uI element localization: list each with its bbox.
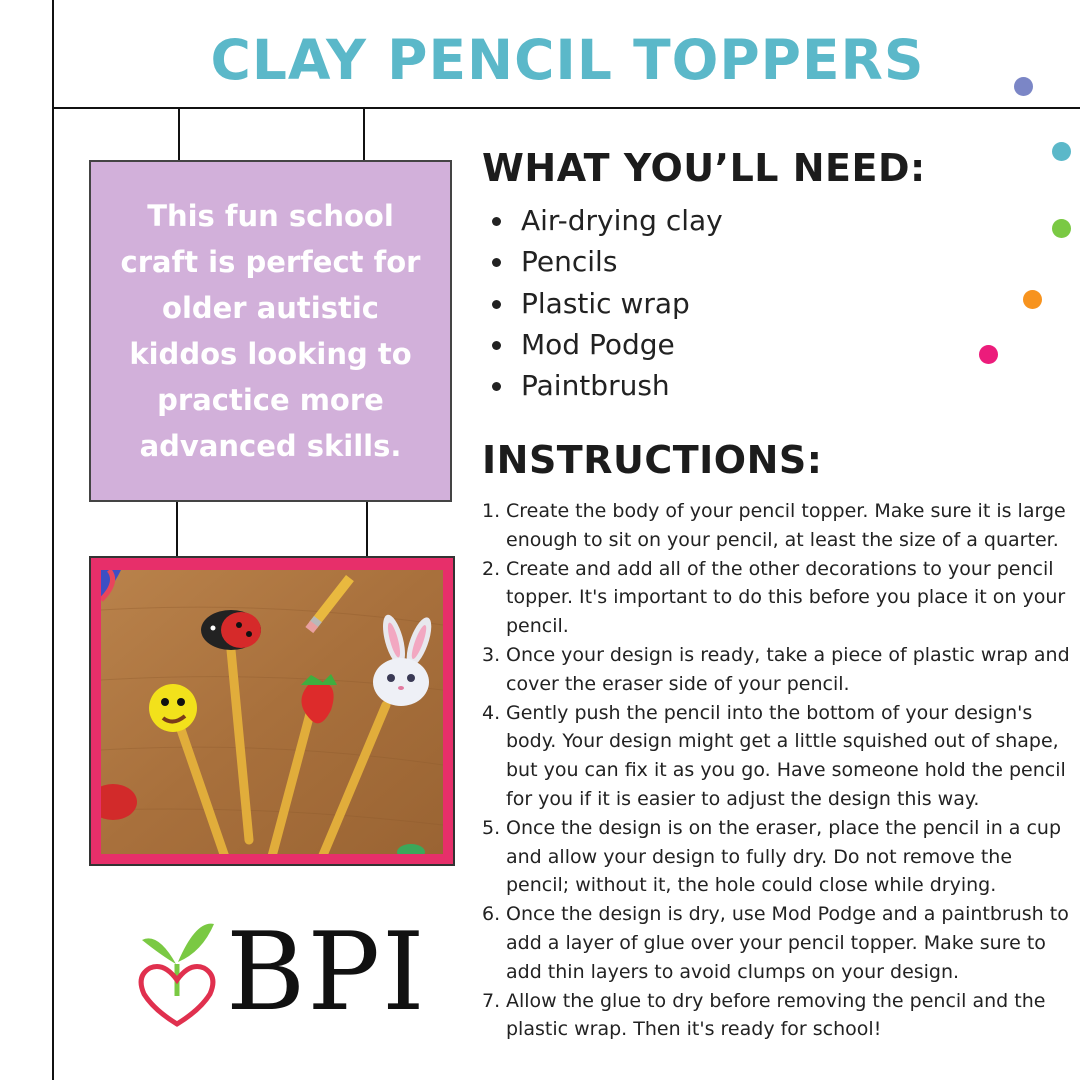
instruction-step [482,900,1074,986]
intro-text: This fun school craft is perfect for older autistic kiddos looking to practice more advanced skills. [120,199,421,463]
instruction-step [482,641,1074,699]
instruction-step [482,987,1074,1045]
bpi-logo [138,910,428,1035]
step-text: Allow the glue to dry before removing the pencil and the plastic wrap. Then it's ready for school! [506,989,1046,1041]
step-text: Once your design is ready, take a piece of plastic wrap and cover the eraser side of your pencil. [506,643,1070,695]
intro-card [89,160,452,502]
step-text: Gently push the pencil into the bottom of your design's body. Your design might get a little squished out of shape, but you can fix it as you go. Have someone hold the pencil for you if it is easier to adjust the design this way. [506,701,1066,810]
pencil-toppers-photo [101,570,443,854]
list-item [492,365,723,406]
instruction-step [482,699,1074,814]
photo-frame [89,556,455,866]
instruction-step [482,497,1074,555]
list-item [492,241,723,282]
list-item [492,283,723,324]
decor-dot-teal [1052,142,1071,161]
step-number: 2. [482,557,501,580]
decor-dot-green [1052,219,1071,238]
decor-dot-orange [1023,290,1042,309]
page-title: CLAY PENCIL TOPPERS [210,28,925,92]
header-divider [52,107,1080,109]
step-number: 5. [482,816,501,839]
needs-item-label: Pencils [521,245,618,279]
step-number: 6. [482,903,501,926]
step-text: Once the design is on the eraser, place the pencil in a cup and allow your design to fully dry. Do not remove the pencil; without it, the hole could close while drying. [506,816,1062,897]
instruction-step [482,555,1074,641]
step-number: 1. [482,500,501,522]
bullet-icon [492,300,501,309]
hanger-line [366,502,368,556]
needs-item-label: Plastic wrap [521,286,690,320]
list-item [492,200,723,241]
bullet-icon [492,217,501,226]
decor-dot-purple [1014,77,1033,96]
step-text: Once the design is dry, use Mod Podge and a paintbrush to add a layer of glue over your pencil topper. Make sure to add thin layers to avoid clumps on your design. [506,903,1069,983]
step-number: 7. [482,989,501,1012]
bpi-logo-text: BPI [226,910,427,1035]
needs-list [492,200,723,406]
needs-item-label: Air-drying clay [521,204,723,237]
bullet-icon [492,258,501,267]
instructions-list [482,497,1074,1044]
step-number: 3. [482,643,501,666]
step-number: 4. [482,701,501,724]
instructions-heading: INSTRUCTIONS: [482,438,823,482]
list-item [492,324,723,365]
bullet-icon [492,382,501,391]
hanger-line [178,109,180,160]
left-margin-line [52,0,54,1080]
step-text: Create the body of your pencil topper. Make sure it is large enough to sit on your pencil, at least the size of a quarter. [506,500,1066,551]
instruction-step [482,814,1074,900]
hanger-line [363,109,365,160]
needs-heading: WHAT YOU’LL NEED: [482,146,926,190]
heart-sprout-icon [138,918,218,1028]
decor-dot-pink [979,345,998,364]
needs-item-label: Paintbrush [521,369,670,403]
needs-item-label: Mod Podge [521,327,675,361]
bullet-icon [492,341,501,350]
hanger-line [176,502,178,556]
step-text: Create and add all of the other decorations to your pencil topper. It's important to do this before you place it on your pencil. [506,557,1066,638]
